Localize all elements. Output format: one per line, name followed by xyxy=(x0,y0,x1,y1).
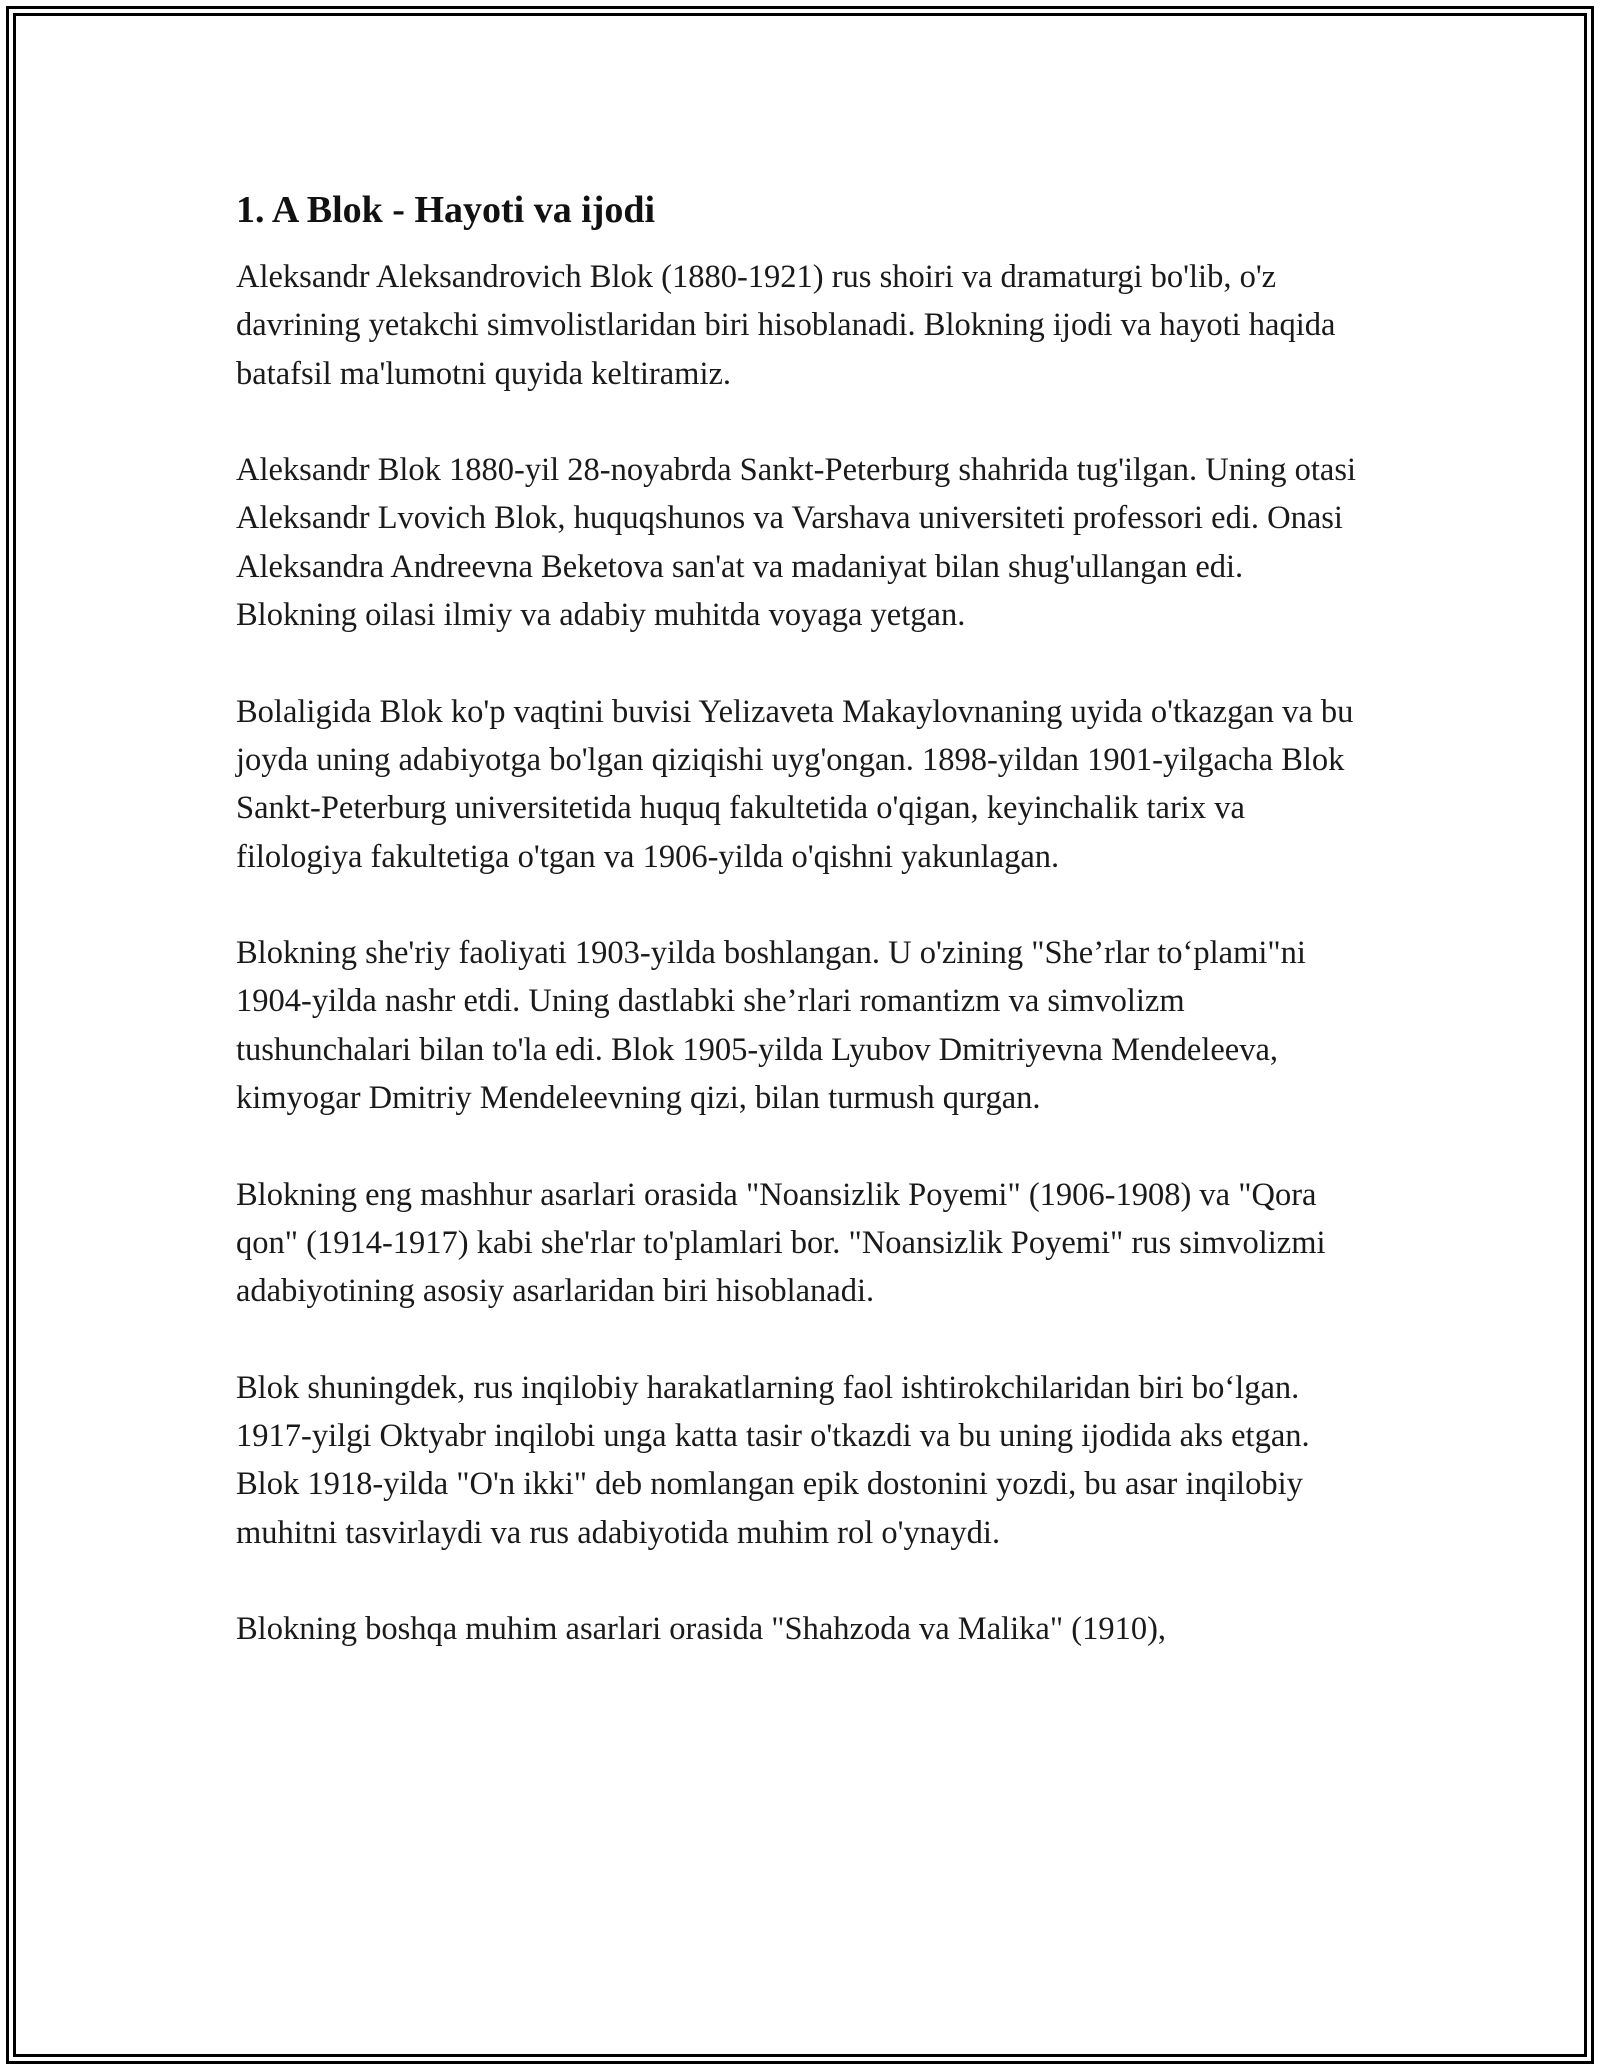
paragraph-birth-family: Aleksandr Blok 1880-yil 28-noyabrda Sankt-Peterburg shahrida tug'ilgan. Uning otasi Aleksandr Lvovich Blok, huquqshunos va Varshava universiteti professori edi. Onasi Aleksandra Andreevna Beketova san'at va madaniyat bilan shug'ullangan edi. Blokning oilasi ilmiy va adabiy muhitda voyaga yetgan. xyxy=(236,452,1356,634)
document-body xyxy=(236,185,1366,1654)
paragraph-other-works: Blokning boshqa muhim asarlari orasida "Shahzoda va Malika" (1910), xyxy=(236,1611,1167,1648)
paragraph-intro: Aleksandr Aleksandrovich Blok (1880-1921) rus shoiri va dramaturgi bo'lib, o'z davrining yetakchi simvolistlaridan biri hisoblanadi. Blokning ijodi va hayoti haqida batafsil ma'lumotni quyida keltiramiz. xyxy=(236,259,1336,392)
paragraph-childhood-education: Bolaligida Blok ko'p vaqtini buvisi Yelizaveta Makaylovnaning uyida o'tkazgan va bu joyda uning adabiyotga bo'lgan qiziqishi uyg'ongan. 1898-yildan 1901-yilgacha Blok Sankt-Peterburg universitetida huquq fakultetida o'qigan, keyinchalik tarix va filologiya fakultetiga o'tgan va 1906-yilda o'qishni yakunlagan. xyxy=(236,693,1354,875)
paragraph-famous-works: Blokning eng mashhur asarlari orasida "Noansizlik Poyemi" (1906-1908) va "Qora qon" (1914-1917) kabi she'rlar to'plamlari bor. "Noansizlik Poyemi" rus simvolizmi adabiyotining asosiy asarlaridan biri hisoblanadi. xyxy=(236,1176,1326,1310)
paragraph-poetic-career: Blokning she'riy faoliyati 1903-yilda boshlangan. U o'zining "She’rlar to‘plami"ni 1904-yilda nashr etdi. Uning dastlabki she’rlari romantizm va simvolizm tushunchalari bilan to'la edi. Blok 1905-yilda Lyubov Dmitriyevna Mendeleeva, kimyogar Dmitriy Mendeleevning qizi, bilan turmush qurgan. xyxy=(236,935,1306,1117)
section-heading: 1. A Blok - Hayoti va ijodi xyxy=(236,189,656,231)
paragraph-revolution: Blok shuningdek, rus inqilobiy harakatlarning faol ishtirokchilaridan biri bo‘lgan. 1917-yilgi Oktyabr inqilobi unga katta tasir o'tkazdi va bu uning ijodida aks etgan. Blok 1918-yilda "O'n ikki" deb nomlangan epik dostonini yozdi, bu asar inqilobiy muhitni tasvirlaydi va rus adabiyotida muhim rol o'ynaydi. xyxy=(236,1369,1310,1551)
